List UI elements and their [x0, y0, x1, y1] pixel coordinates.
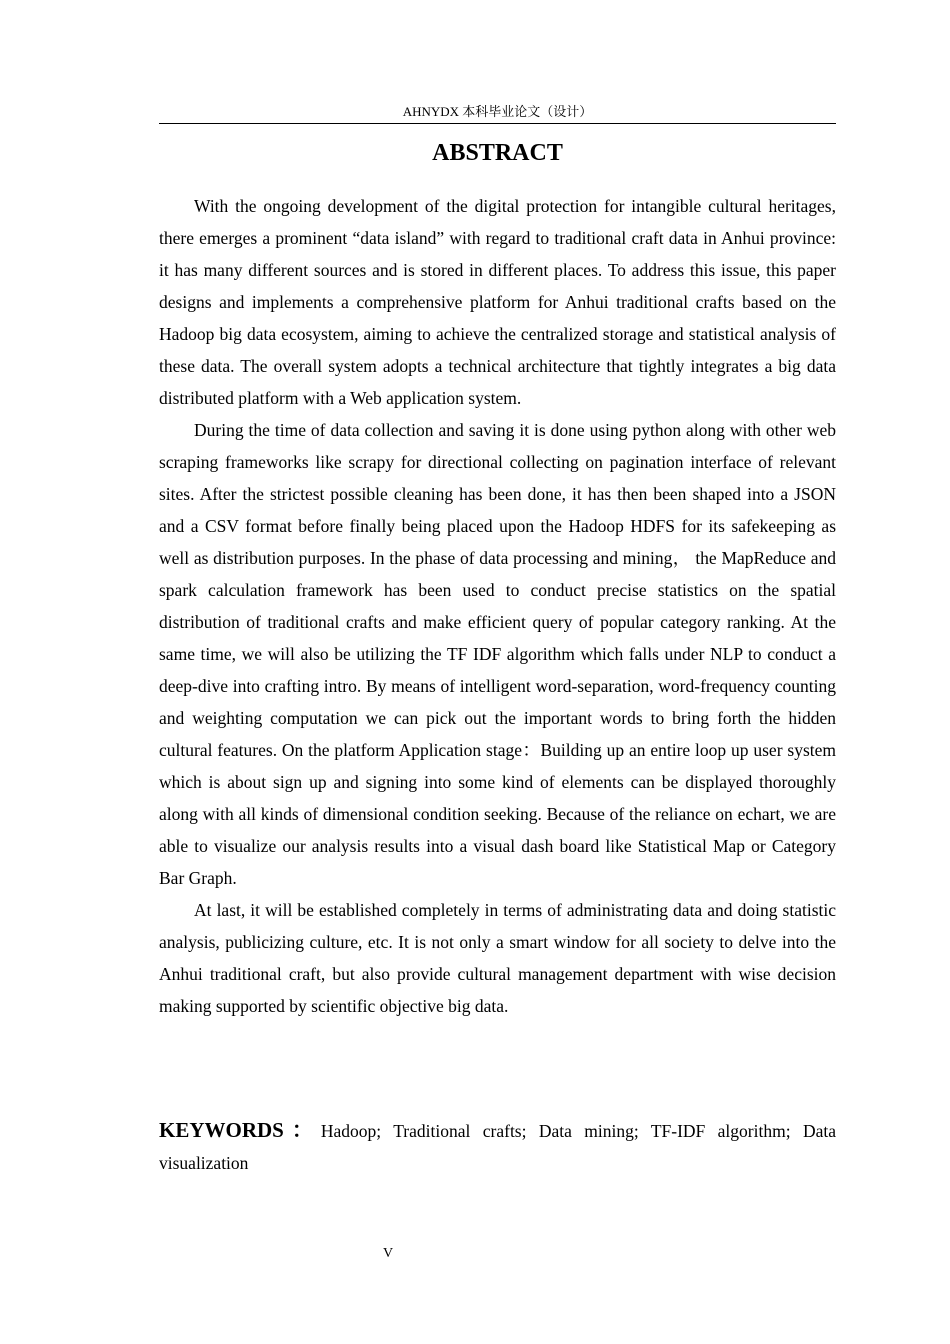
keywords-label: KEYWORDS：: [159, 1118, 321, 1142]
paragraph-3: At last, it will be established completely in terms of administrating data and doing statistic analysis, publicizing culture, etc. It is not only a smart window for all society to delve into the Anhui traditional craft, but also provide cultural management department with wise decision making supported by scientific objective big data.: [159, 900, 836, 1016]
abstract-body: [159, 190, 836, 1022]
page-number: V: [382, 1246, 394, 1261]
keywords-block: [159, 1114, 836, 1179]
keywords-text: Hadoop; Traditional crafts; Data mining; TF-IDF algorithm; Data visualization: [159, 1121, 836, 1173]
paragraph-2: During the time of data collection and saving it is done using python along with other web scraping frameworks like scrapy for directional collecting on pagination interface of relevant sites. After the strictest possible cleaning has been done, it has then been shaped into a JSON and a CSV format before finally being placed upon the Hadoop HDFS for its safekeeping as well as distribution purposes. In the phase of data processing and mining， the MapReduce and spark calculation framework has been used to conduct precise statistics on the spatial distribution of traditional crafts and make efficient query of popular category ranking. At the same time, we will also be utilizing the TF IDF algorithm which falls under NLP to conduct a deep-dive into crafting intro. By means of intelligent word-separation, word-frequency counting and weighting computation we can pick out the important words to bring forth the hidden cultural features. On the platform Application stage：Building up an entire loop up user system which is about sign up and signing into some kind of elements can be displayed thoroughly along with all kinds of dimensional condition seeking. Because of the reliance on echart, we are able to visualize our analysis results into a visual dash board like Statistical Map or Category Bar Graph.: [159, 420, 836, 888]
running-header: AHNYDX 本科毕业论文（设计）: [402, 104, 593, 119]
header-rule: [159, 123, 836, 124]
abstract-title: ABSTRACT: [432, 140, 563, 166]
paragraph-1: With the ongoing development of the digital protection for intangible cultural heritages, there emerges a prominent “data island” with regard to traditional craft data in Anhui province: it has many different sources and is stored in different places. To address this issue, this paper designs and implements a comprehensive platform for Anhui traditional crafts based on the Hadoop big data ecosystem, aiming to achieve the centralized storage and statistical analysis of these data. The overall system adopts a technical architecture that tightly integrates a big data distributed platform with a Web application system.: [159, 196, 836, 408]
